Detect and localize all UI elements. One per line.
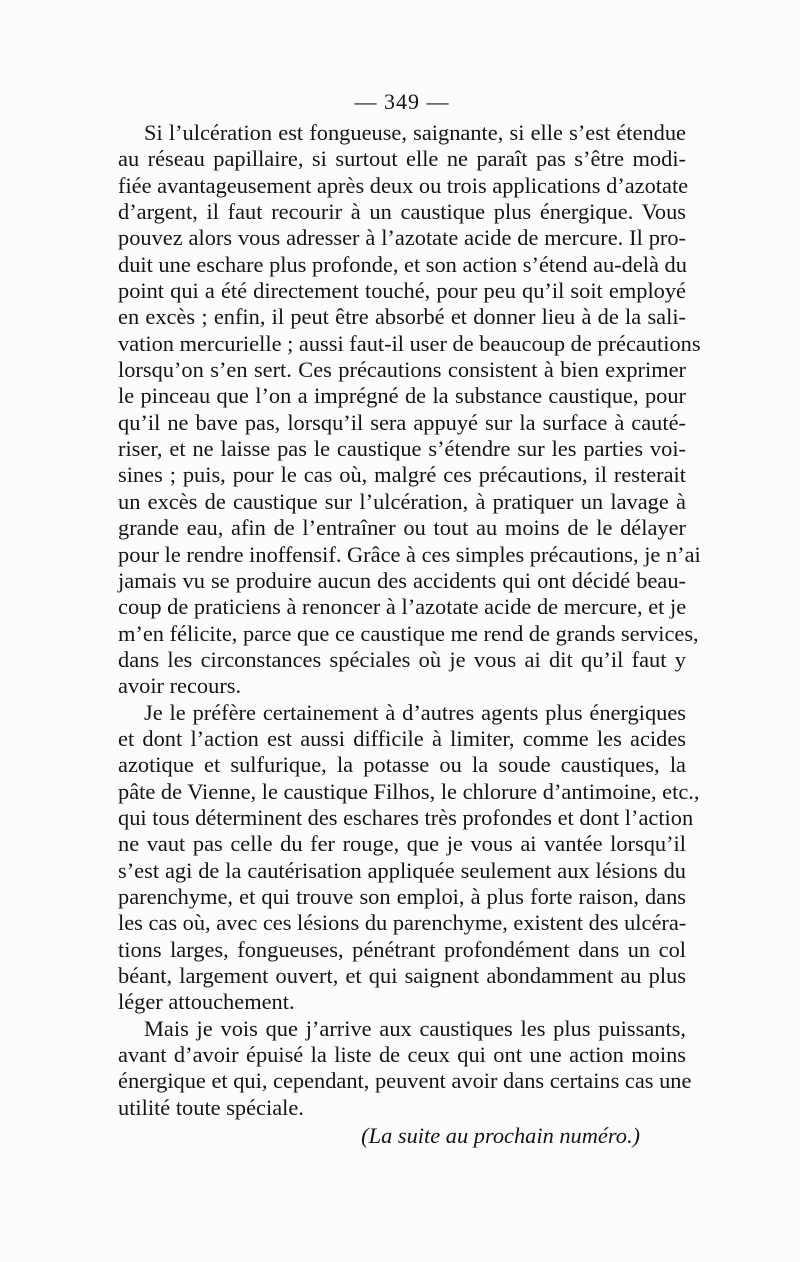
text-line: vation mercurielle ; aussi faut-il user de beaucoup de précautions bbox=[118, 330, 701, 356]
text-line: les cas où, avec ces lésions du parenchyme, existent des ulcéra- bbox=[118, 910, 687, 936]
text-line: un excès de caustique sur l’ulcération, à pratiquer un lavage à bbox=[118, 488, 686, 514]
text-line: Mais je vois que j’arrive aux caustiques les plus puissants, bbox=[144, 1015, 686, 1041]
text-line: pâte de Vienne, le caustique Filhos, le chlorure d’antimoine, etc., bbox=[118, 778, 700, 804]
page-number: — 349 — bbox=[354, 89, 450, 114]
text-line: avoir recours. bbox=[118, 673, 242, 699]
body-text bbox=[118, 120, 701, 1121]
paragraph bbox=[118, 699, 700, 1016]
text-line: léger attouchement. bbox=[118, 989, 295, 1015]
text-line: Je le préfère certainement à d’autres agents plus énergiques bbox=[144, 699, 686, 725]
text-line: utilité toute spéciale. bbox=[118, 1094, 304, 1120]
text-line: le pinceau que l’on a imprégné de la substance caustique, pour bbox=[118, 383, 686, 409]
text-line: duit une eschare plus profonde, et son action s’étend au-delà du bbox=[118, 251, 687, 277]
paragraph bbox=[118, 1015, 692, 1121]
text-line: au réseau papillaire, si surtout elle ne paraît pas s’être modi- bbox=[118, 146, 686, 172]
paragraph bbox=[118, 120, 701, 700]
text-line: pour le rendre inoffensif. Grâce à ces simples précautions, je n’ai bbox=[118, 541, 701, 567]
text-line: point qui a été directement touché, pour peu qu’il soit employé bbox=[118, 278, 686, 304]
text-line: s’est agi de la cautérisation appliquée seulement aux lésions du bbox=[118, 857, 686, 883]
text-line: grande eau, afin de l’entraîner ou tout au moins de le délayer bbox=[118, 515, 686, 541]
text-line: riser, et ne laisse pas le caustique s’étendre sur les parties voi- bbox=[118, 436, 686, 462]
text-block bbox=[118, 84, 701, 1149]
text-line: m’en félicite, parce que ce caustique me rend de grands services, bbox=[118, 620, 699, 646]
text-line: qui tous déterminent des eschares très profondes et dont l’action bbox=[118, 804, 694, 830]
text-line: sines ; puis, pour le cas où, malgré ces précautions, il resterait bbox=[118, 462, 686, 488]
text-line: jamais vu se produire aucun des accidents qui ont décidé beau- bbox=[118, 567, 686, 593]
text-line: avant d’avoir épuisé la liste de ceux qui ont une action moins bbox=[118, 1042, 686, 1068]
text-line: parenchyme, et qui trouve son emploi, à plus forte raison, dans bbox=[118, 883, 686, 909]
text-line: tions larges, fongueuses, pénétrant profondément dans un col bbox=[118, 936, 686, 962]
continuation-note: (La suite au prochain numéro.) bbox=[361, 1123, 640, 1149]
text-line: Si l’ulcération est fongueuse, saignante, si elle s’est étendue bbox=[144, 120, 686, 145]
text-line: azotique et sulfurique, la potasse ou la soude caustiques, la bbox=[118, 752, 686, 778]
text-line: énergique et qui, cependant, peuvent avoir dans certains cas une bbox=[118, 1068, 692, 1094]
text-line: pouvez alors vous adresser à l’azotate acide de mercure. Il pro- bbox=[118, 225, 686, 251]
text-line: coup de praticiens à renoncer à l’azotate acide de mercure, et je bbox=[118, 594, 687, 620]
text-line: béant, largement ouvert, et qui saignent abondamment au plus bbox=[118, 963, 686, 988]
text-line: qu’il ne bave pas, lorsqu’il sera appuyé sur la surface à cauté- bbox=[118, 409, 686, 435]
text-line: dans les circonstances spéciales où je vous ai dit qu’il faut y bbox=[118, 646, 686, 672]
text-line: et dont l’action est aussi difficile à limiter, comme les acides bbox=[118, 725, 686, 751]
text-line: d’argent, il faut recourir à un caustique plus énergique. Vous bbox=[118, 199, 686, 225]
text-line: fiée avantageusement après deux ou trois applications d’azotate bbox=[118, 172, 689, 198]
text-line: ne vaut pas celle du fer rouge, que je vous ai vantée lorsqu’il bbox=[118, 831, 686, 857]
text-line: en excès ; enfin, il peut être absorbé et donner lieu à de la sali- bbox=[118, 304, 686, 330]
text-line: lorsqu’on s’en sert. Ces précautions consistent à bien exprimer bbox=[118, 357, 686, 383]
